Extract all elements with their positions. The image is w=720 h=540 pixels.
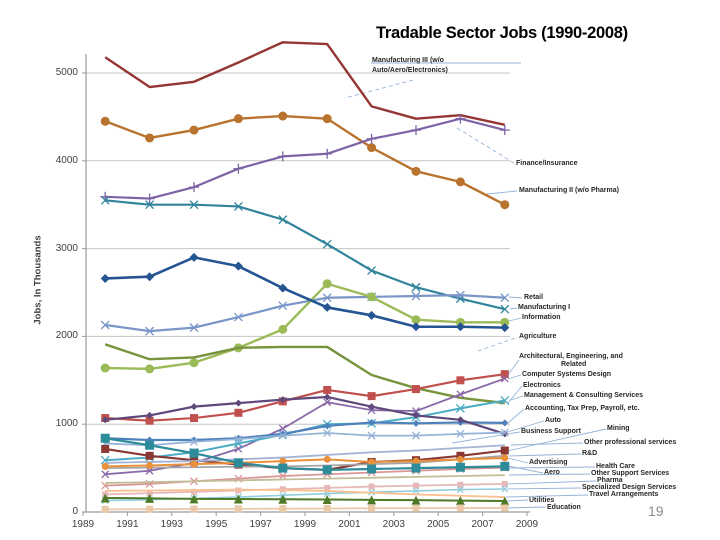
data-point-marker [412,322,421,331]
data-point-marker [501,447,509,455]
data-point-marker [500,200,509,209]
series-label: Architectural, Engineering, and [519,353,623,360]
series-label: Electronics [523,382,561,389]
data-point-marker [456,463,465,472]
leader-line [508,458,528,463]
data-point-marker [190,253,199,262]
data-point-marker [278,112,287,121]
series-label: Computer Systems Design [522,371,612,378]
data-point-marker [412,464,421,473]
x-tick-label: 1997 [249,519,272,530]
data-point-marker [412,385,420,393]
y-tick-label: 2000 [55,330,78,342]
series-label: Utilities [529,497,555,504]
leader-line [509,454,581,456]
data-point-marker [457,505,464,512]
page-number: 19 [648,503,664,519]
x-tick-label: 2007 [471,519,494,530]
data-point-marker [369,484,375,490]
leader-line [507,488,581,489]
data-point-marker [235,505,242,512]
data-point-marker [367,292,376,301]
series-label: Pharma [597,477,623,484]
data-point-marker [146,506,153,513]
data-point-marker [500,462,509,471]
data-point-marker [323,114,332,123]
leader-line [511,443,583,445]
data-point-marker [102,506,109,513]
x-tick-label: 2003 [382,519,405,530]
leader-line [508,466,543,473]
data-point-marker [189,182,199,192]
series-label: Manufacturing I [518,304,571,311]
data-point-marker [146,452,154,460]
data-point-marker [413,420,420,427]
data-point-marker [101,434,110,443]
leader-line [502,507,546,508]
data-point-marker [323,240,331,248]
series-line [105,200,505,309]
x-tick-label: 1993 [160,519,183,530]
data-point-marker [190,414,198,422]
data-point-marker [278,464,287,473]
data-point-marker [102,463,109,470]
y-axis-title: Jobs, In Thousands [32,235,44,325]
y-tick-label: 5000 [55,67,78,78]
series-line [105,484,505,495]
data-point-marker [145,441,154,450]
y-tick-label: 3000 [55,242,78,254]
series-line [105,42,505,125]
data-point-marker [323,279,332,288]
series-line [105,257,505,327]
data-point-marker [501,455,508,462]
data-point-marker [501,370,509,378]
series-label: Advertising [529,459,568,466]
data-point-marker [145,364,154,373]
data-point-marker [279,458,286,465]
data-point-marker [101,445,109,453]
series-label: Related [561,361,587,368]
data-point-marker [234,409,242,417]
series-label: R&D [582,450,598,457]
series-label: Education [547,504,581,511]
y-tick-label: 0 [72,506,78,517]
series-label: Health Care [596,463,635,470]
chart-title: Tradable Sector Jobs (1990-2008) [376,24,628,42]
data-point-marker [278,284,287,293]
data-point-marker [324,505,331,512]
data-point-marker [234,262,243,271]
data-point-marker [190,126,199,135]
series-label: Manufacturing III (w/o [372,57,444,64]
x-tick-label: 1991 [116,519,139,530]
data-point-marker [457,456,464,463]
leader-line [508,386,522,403]
data-point-marker [367,143,376,152]
data-point-marker [191,506,198,513]
series-manufacturing-iii-w-o-auto-aero-electronics [105,42,505,125]
data-point-marker [323,386,331,394]
series-line [105,344,505,403]
data-point-marker [501,419,508,426]
series-label: Business Support [521,428,581,435]
data-point-marker [145,133,154,142]
x-tick-label: 1989 [71,519,95,530]
data-point-marker [234,114,243,123]
data-point-marker [278,325,287,334]
data-point-marker [323,303,332,312]
data-point-marker [500,125,510,135]
data-point-marker [501,430,508,437]
series-label: Information [522,314,561,321]
x-tick-label: 2009 [515,519,539,530]
data-point-marker [101,274,110,283]
x-tick-label: 1995 [205,519,228,530]
data-point-marker [501,504,508,511]
series-electronics [105,344,505,403]
series-label: Accounting, Tax Prep, Payroll, etc. [525,405,640,412]
series-label: Manufacturing II (w/o Pharma) [519,187,619,194]
series-line [105,498,505,501]
series-other-support-services [105,475,505,483]
data-point-marker [324,456,331,463]
series-label: Other professional services [584,439,677,446]
data-point-marker [368,458,375,465]
x-tick-label: 1999 [293,519,317,530]
data-point-marker [190,358,199,367]
series-line [105,422,505,440]
series-finance-insurance [100,114,510,204]
data-point-marker [278,151,288,161]
data-point-marker [234,458,243,467]
data-point-marker [413,505,420,512]
series-label: Auto/Aero/Electronics) [372,67,448,74]
series-label: Retail [524,294,544,301]
data-point-marker [191,403,198,410]
y-tick-label: 4000 [55,154,78,166]
data-point-marker [367,464,376,473]
data-point-marker [368,392,376,400]
data-point-marker [367,134,377,144]
data-point-marker [101,117,110,126]
data-point-marker [368,505,375,512]
data-point-marker [324,485,330,491]
leader-line [487,191,517,194]
data-point-marker [145,272,154,281]
series-label: Agriculture [519,333,557,340]
leader-line [510,308,517,309]
data-point-marker [413,483,419,489]
data-point-marker [413,458,420,465]
leader-line [457,128,514,163]
series-label: Auto [545,417,561,424]
leader-line [507,467,595,468]
data-point-marker [411,125,421,135]
data-point-marker [279,505,286,512]
series-accounting-tax-prep-payroll-etc [102,419,509,444]
x-tick-label: 2001 [338,519,361,530]
data-point-marker [101,364,110,373]
data-point-marker [190,449,199,458]
data-point-marker [367,311,376,320]
leader-line [505,500,528,501]
data-point-marker [456,177,465,186]
data-point-marker [235,400,242,407]
x-tick-label: 2005 [427,519,450,530]
leader-line [508,375,521,379]
leader-line [509,297,522,298]
y-tick-label: 1000 [55,418,78,430]
series-label: Travel Arrangements [589,491,659,498]
series-line [105,475,505,483]
leader-line [478,337,518,351]
leader-line [508,409,524,423]
data-point-marker [323,465,332,474]
series-agriculture [101,253,510,332]
leader-line [509,318,521,321]
series-label: Finance/Insurance [516,160,578,167]
data-point-marker [191,461,198,468]
series-line [105,508,505,509]
data-point-marker [322,149,332,159]
series-label: Other Support Services [591,470,670,477]
series-label: Specialized Design Services [582,484,677,491]
series-line [105,119,505,199]
data-point-marker [233,164,243,174]
series-label: Management & Consulting Services [524,392,644,399]
data-point-marker [412,167,421,176]
series-label: Mining [607,425,630,432]
data-point-marker [146,462,153,469]
series-label: Aero [544,469,560,476]
data-point-marker [456,376,464,384]
